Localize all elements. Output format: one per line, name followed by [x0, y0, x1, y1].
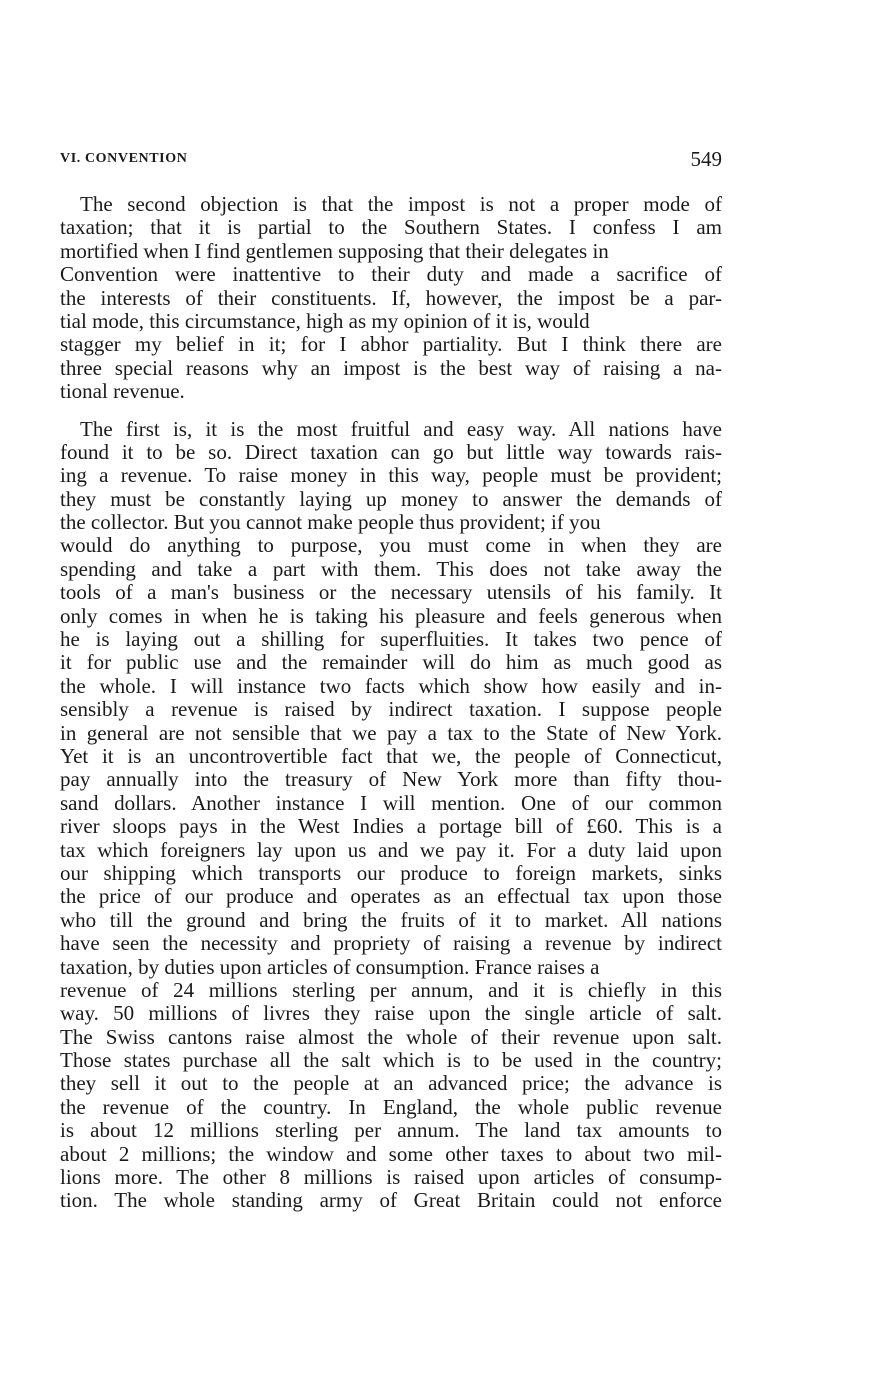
page-number: 549	[690, 147, 722, 171]
running-head	[60, 147, 722, 173]
text-line: have seen the necessity and propriety of raising a revenue by indirect	[60, 932, 722, 956]
text-line: they sell it out to the people at an advanced price; the advance is	[60, 1072, 722, 1096]
text-line: sensibly a revenue is raised by indirect taxation. I suppose people	[60, 698, 722, 722]
text-line: they must be constantly laying up money to answer the demands of	[60, 487, 722, 511]
text-line: the collector. But you cannot make people thus provident; if you	[60, 511, 601, 535]
text-line: the price of our produce and operates as an effectual tax upon those	[60, 885, 722, 909]
text-line: sand dollars. Another instance I will mention. One of our common	[60, 791, 722, 815]
text-line: tion. The whole standing army of Great Britain could not enforce	[60, 1189, 722, 1213]
text-line: it for public use and the remainder will do him as much good as	[60, 651, 722, 675]
text-line: The Swiss cantons raise almost the whole of their revenue upon salt.	[60, 1025, 722, 1049]
text-line: tax which foreigners lay upon us and we pay it. For a duty laid upon	[60, 838, 722, 862]
document-page	[60, 0, 722, 1380]
text-line: pay annually into the treasury of New York more than fifty thou-	[60, 768, 722, 792]
text-line: The first is, it is the most fruitful and easy way. All nations have	[80, 417, 722, 441]
text-line: Those states purchase all the salt which is to be used in the country;	[60, 1049, 722, 1073]
text-line: taxation, by duties upon articles of consumption. France raises a	[60, 955, 600, 979]
text-line: tools of a man's business or the necessary utensils of his family. It	[60, 581, 722, 605]
text-line: the interests of their constituents. If, however, the impost be a par-	[60, 286, 722, 310]
text-line: tial mode, this circumstance, high as my opinion of it is, would	[60, 309, 590, 333]
text-line: taxation; that it is partial to the Southern States. I confess I am	[60, 216, 722, 240]
text-line: Convention were inattentive to their duty and made a sacrifice of	[60, 263, 722, 287]
text-line: is about 12 millions sterling per annum. The land tax amounts to	[60, 1119, 722, 1143]
text-line: Yet it is an uncontrovertible fact that we, the people of Connecticut,	[60, 744, 722, 768]
text-line: The second objection is that the impost is not a proper mode of	[80, 193, 722, 216]
text-line: the whole. I will instance two facts which show how easily and in-	[60, 674, 722, 698]
text-line: river sloops pays in the West Indies a portage bill of £60. This is a	[60, 815, 722, 839]
text-line: the revenue of the country. In England, the whole public revenue	[60, 1095, 722, 1119]
text-line: our shipping which transports our produce to foreign markets, sinks	[60, 861, 722, 885]
paragraph	[60, 193, 722, 404]
paragraph	[60, 418, 722, 1213]
section-title: VI. CONVENTION	[60, 151, 188, 166]
text-line: in general are not sensible that we pay a tax to the State of New York.	[60, 721, 722, 745]
text-line: ing a revenue. To raise money in this way, people must be provident;	[60, 464, 722, 488]
text-line: about 2 millions; the window and some other taxes to about two mil-	[60, 1142, 722, 1166]
body-text	[60, 193, 722, 1227]
text-line: tional revenue.	[60, 380, 185, 404]
text-line: spending and take a part with them. This does not take away the	[60, 557, 722, 581]
text-line: mortified when I find gentlemen supposing that their delegates in	[60, 239, 609, 263]
text-line: found it to be so. Direct taxation can go but little way towards rais-	[60, 440, 722, 464]
text-line: stagger my belief in it; for I abhor partiality. But I think there are	[60, 333, 722, 357]
text-line: who till the ground and bring the fruits of it to market. All nations	[60, 908, 722, 932]
text-line: lions more. The other 8 millions is raised upon articles of consump-	[60, 1166, 722, 1190]
text-line: three special reasons why an impost is the best way of raising a na-	[60, 356, 722, 380]
text-line: he is laying out a shilling for superfluities. It takes two pence of	[60, 628, 722, 652]
text-line: only comes in when he is taking his pleasure and feels generous when	[60, 604, 722, 628]
text-line: would do anything to purpose, you must come in when they are	[60, 534, 722, 558]
text-line: way. 50 millions of livres they raise upon the single article of salt.	[60, 1002, 722, 1026]
text-line: revenue of 24 millions sterling per annum, and it is chiefly in this	[60, 978, 722, 1002]
